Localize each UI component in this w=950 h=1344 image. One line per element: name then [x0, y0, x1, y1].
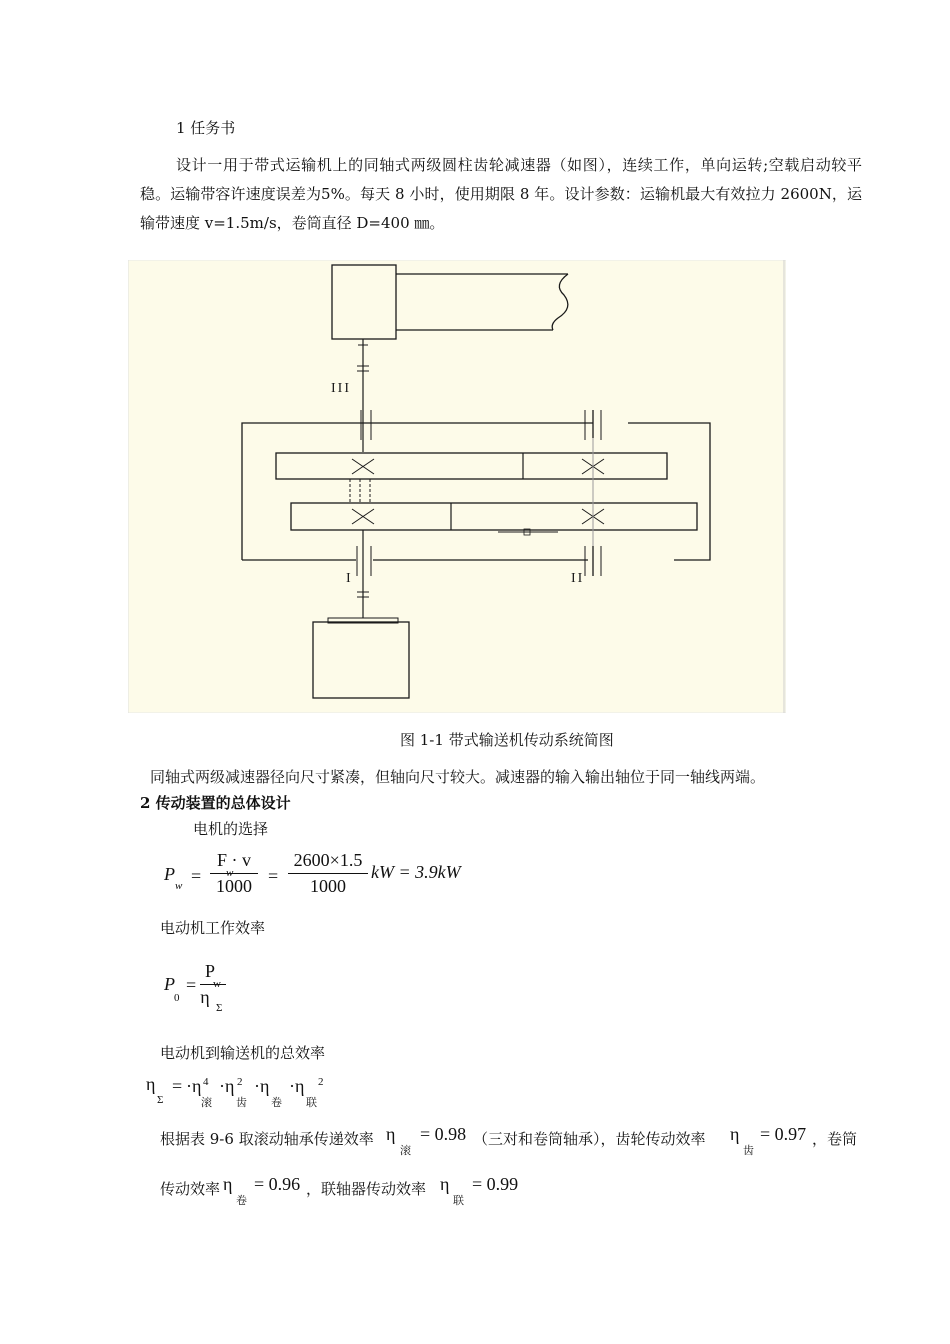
total-efficiency-label: 电动机到输送机的总效率 [160, 1044, 326, 1062]
lower-gear-pair [291, 503, 697, 530]
figure-caption: 图 1-1 带式输送机传动系统简图 [400, 731, 614, 749]
task-paragraph: 设计一用于带式运输机上的同轴式两级圆柱齿轮减速器（如图），连续工作，单向运转;空载启动较平稳。运输带容许速度误差为5%。每天 8 小时，使用期限 8 年。设计参数：运输机最大有效拉力 2600N，运输带速度 v=1.5m/s，卷筒直径 D=400 ㎜。 [140, 156, 862, 232]
shaft-label-I: I [346, 571, 351, 586]
shaft-label-III: III [331, 381, 351, 396]
section1-heading: 1 任务书 [176, 119, 236, 137]
shaft-label-II: II [571, 571, 585, 586]
figure-background [128, 260, 786, 713]
motor-selection-label: 电机的选择 [193, 820, 269, 838]
upper-gear-pair [276, 453, 667, 479]
section2-heading: 2 传动装置的总体设计 [140, 794, 291, 812]
note-paragraph: 同轴式两级减速器径向尺寸紧凑，但轴向尺寸较大。减速器的输入输出轴位于同一轴线两端。 [150, 768, 766, 786]
motor-efficiency-label: 电动机工作效率 [160, 919, 266, 937]
transmission-diagram [128, 260, 786, 713]
